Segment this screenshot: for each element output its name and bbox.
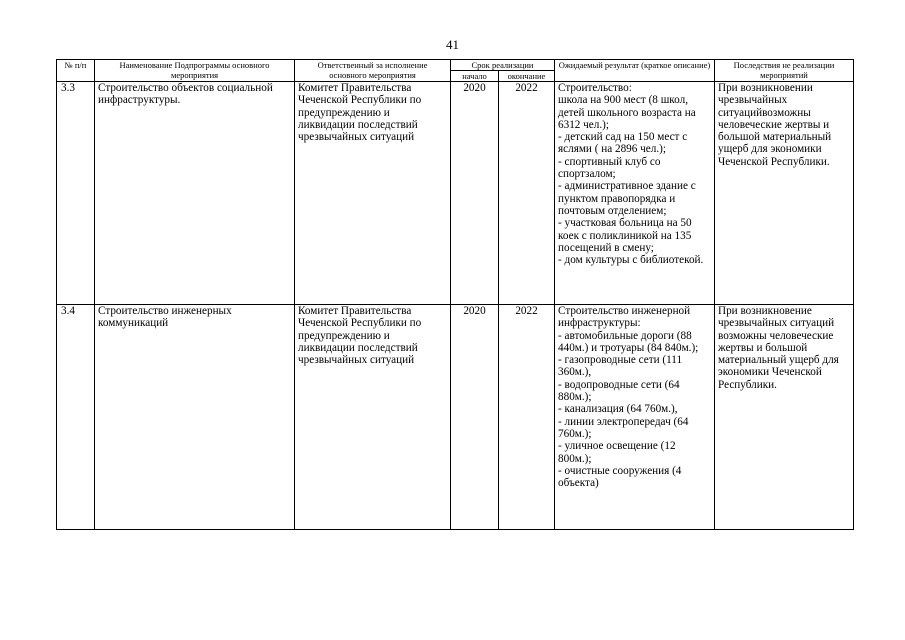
header-start: начало: [451, 71, 499, 82]
table-row: [57, 305, 854, 530]
header-period: Срок реализации: [451, 60, 555, 71]
row-number: 3.4: [57, 305, 95, 530]
row-responsible: Комитет Правительства Чеченской Республики по предупреждению и ликвидации последствий чрезвычайных ситуаций: [295, 305, 451, 530]
row-end-year: 2022: [499, 305, 555, 530]
row-consequences: При возникновение чрезвычайных ситуаций возможны человеческие жертвы и большой материальный ущерб для экономики Чеченской Республики.: [715, 305, 854, 530]
program-table: [56, 59, 854, 530]
row-name: Строительство объектов социальной инфраструктуры.: [95, 82, 295, 305]
row-start-year: 2020: [451, 82, 499, 305]
row-responsible: Комитет Правительства Чеченской Республики по предупреждению и ликвидации последствий чрезвычайных ситуаций: [295, 82, 451, 305]
row-consequences: При возникновении чрезвычайных ситуацийвозможны человеческие жертвы и большой материальный ущерб для экономики Чеченской Республики.: [715, 82, 854, 305]
row-end-year: 2022: [499, 82, 555, 305]
row-start-year: 2020: [451, 305, 499, 530]
table-row: [57, 82, 854, 305]
header-consequences: Последствия не реализации мероприятий: [715, 60, 854, 82]
header-result: Ожидаемый результат (краткое описание): [555, 60, 715, 82]
header-name: Наименование Подпрограммы основного мероприятия: [95, 60, 295, 82]
header-num: № п/п: [57, 60, 95, 82]
row-number: 3.3: [57, 82, 95, 305]
header-end: окончание: [499, 71, 555, 82]
header-row: [57, 60, 854, 71]
page-number: 41: [446, 37, 459, 52]
header-responsible: Ответственный за исполнение основного мероприятия: [295, 60, 451, 82]
row-result: Строительство инженерной инфраструктуры: - автомобильные дороги (88 440м.) и тротуары (84 840м.); - газопроводные сети (111 360м.), - водопроводные сети (64 880м.); - канализация (64 760м.), - линии электропередач (64 760м.); - уличное освещение (12 800м.); - очистные сооружения (4 объекта): [555, 305, 715, 530]
row-result: Строительство: школа на 900 мест (8 школ, детей школьного возраста на 6312 чел.); - детский сад на 150 мест с яслями ( на 2896 чел.); - спортивный клуб со спортзалом; - административное здание с пунктом правопорядка и почтовым отделением; - участковая больница на 50 коек с поликлиникой на 135 посещений в смену; - дом культуры с библиотекой.: [555, 82, 715, 305]
row-name: Строительство инженерных коммуникаций: [95, 305, 295, 530]
